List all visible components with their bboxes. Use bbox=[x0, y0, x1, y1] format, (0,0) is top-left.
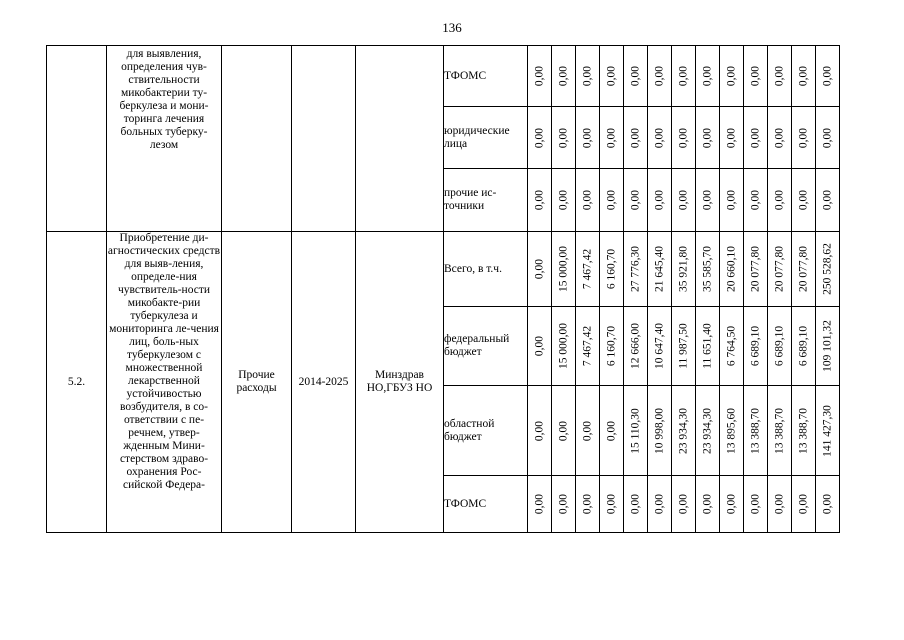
value-text: 0,00 bbox=[677, 127, 689, 148]
value-cell bbox=[768, 107, 792, 169]
value-cell bbox=[648, 476, 672, 533]
value-text: 141 427,30 bbox=[821, 404, 833, 457]
value-cell bbox=[744, 476, 768, 533]
value-cell bbox=[552, 107, 576, 169]
item-name-cell: для выявления, определения чув-ствительности микобактерии ту-беркулеза и мони-торинга лечения больных туберку-лезом bbox=[107, 46, 222, 232]
value-cell bbox=[600, 169, 624, 232]
value-cell bbox=[792, 232, 816, 307]
value-text: 23 934,30 bbox=[677, 407, 689, 454]
value-cell bbox=[552, 169, 576, 232]
value-text: 13 895,60 bbox=[725, 407, 737, 454]
value-cell bbox=[696, 232, 720, 307]
value-text: 0,00 bbox=[701, 65, 713, 87]
value-cell bbox=[744, 107, 768, 169]
value-cell bbox=[624, 476, 648, 533]
value-cell bbox=[696, 386, 720, 476]
value-text: 0,00 bbox=[725, 493, 737, 515]
funding-source-cell: ТФОМС bbox=[444, 476, 528, 533]
value-cell bbox=[576, 386, 600, 476]
value-text: 0,00 bbox=[821, 493, 833, 515]
item-name-cell: Приобретение ди-агностических средств для выяв-ления, определе-ния чувствитель-ности микобакте-рии туберкулеза и мониторинга ле-чения лиц, боль-ных туберкулезом с множественной лекарственной устойчивостью возбудителя, в со-ответствии с пе-речнем, утвер-жденным Мини-стерством здраво-охранения Рос-сийской Федера- bbox=[107, 232, 222, 533]
value-cell bbox=[696, 46, 720, 107]
value-cell bbox=[672, 46, 696, 107]
value-text: 0,00 bbox=[605, 127, 617, 148]
value-cell bbox=[696, 169, 720, 232]
value-cell bbox=[816, 169, 840, 232]
value-cell bbox=[528, 107, 552, 169]
value-cell bbox=[576, 107, 600, 169]
value-cell bbox=[600, 307, 624, 386]
value-cell bbox=[528, 232, 552, 307]
expense-type-cell: Прочие расходы bbox=[222, 232, 292, 533]
value-text: 0,00 bbox=[557, 127, 569, 148]
value-text: 0,00 bbox=[773, 65, 785, 87]
value-cell bbox=[792, 169, 816, 232]
value-cell bbox=[720, 46, 744, 107]
value-cell bbox=[672, 386, 696, 476]
funding-source-cell: ТФОМС bbox=[444, 46, 528, 107]
value-cell bbox=[528, 307, 552, 386]
value-cell bbox=[696, 476, 720, 533]
value-text: 0,00 bbox=[629, 127, 641, 148]
value-text: 0,00 bbox=[605, 189, 617, 211]
value-text: 0,00 bbox=[629, 493, 641, 515]
value-cell bbox=[624, 107, 648, 169]
value-cell bbox=[720, 232, 744, 307]
value-cell bbox=[816, 476, 840, 533]
value-cell bbox=[576, 46, 600, 107]
value-text: 0,00 bbox=[749, 493, 761, 515]
value-cell bbox=[648, 232, 672, 307]
value-cell bbox=[720, 386, 744, 476]
value-text: 0,00 bbox=[749, 65, 761, 87]
budget-table bbox=[46, 45, 840, 533]
value-cell bbox=[792, 386, 816, 476]
value-text: 35 921,80 bbox=[677, 246, 689, 292]
value-text: 0,00 bbox=[581, 189, 593, 211]
value-cell bbox=[720, 107, 744, 169]
value-cell bbox=[600, 46, 624, 107]
value-text: 0,00 bbox=[677, 189, 689, 211]
value-text: 6 689,10 bbox=[797, 325, 809, 367]
value-cell bbox=[672, 307, 696, 386]
page-number: 136 bbox=[442, 20, 462, 35]
value-text: 0,00 bbox=[605, 65, 617, 87]
value-text: 0,00 bbox=[557, 493, 569, 515]
value-text: 13 388,70 bbox=[749, 407, 761, 454]
value-text: 0,00 bbox=[677, 493, 689, 515]
value-cell bbox=[624, 232, 648, 307]
value-cell bbox=[816, 386, 840, 476]
value-text: 0,00 bbox=[533, 65, 545, 87]
value-text: 13 388,70 bbox=[797, 407, 809, 454]
value-text: 0,00 bbox=[773, 127, 785, 148]
value-text: 0,00 bbox=[725, 127, 737, 148]
value-text: 6 689,10 bbox=[749, 325, 761, 367]
value-cell bbox=[768, 307, 792, 386]
funding-source-cell: Всего, в т.ч. bbox=[444, 232, 528, 307]
value-cell bbox=[576, 307, 600, 386]
value-text: 20 077,80 bbox=[749, 246, 761, 292]
value-text: 0,00 bbox=[725, 189, 737, 211]
value-text: 0,00 bbox=[581, 420, 593, 441]
value-text: 0,00 bbox=[749, 189, 761, 211]
value-cell bbox=[768, 386, 792, 476]
value-text: 0,00 bbox=[533, 127, 545, 148]
value-cell bbox=[648, 46, 672, 107]
value-text: 0,00 bbox=[533, 258, 545, 280]
item-number-cell: 5.2. bbox=[47, 232, 107, 533]
value-cell bbox=[744, 46, 768, 107]
responsible-cell bbox=[356, 46, 444, 232]
value-text: 10 647,40 bbox=[653, 323, 665, 369]
value-cell bbox=[648, 307, 672, 386]
value-text: 15 000,00 bbox=[557, 323, 569, 369]
value-text: 0,00 bbox=[533, 493, 545, 515]
value-cell bbox=[816, 46, 840, 107]
value-cell bbox=[624, 169, 648, 232]
value-text: 11 651,40 bbox=[701, 323, 713, 369]
table-row bbox=[47, 232, 840, 307]
value-cell bbox=[720, 476, 744, 533]
funding-source-cell: федеральный бюджет bbox=[444, 307, 528, 386]
value-cell bbox=[672, 107, 696, 169]
value-text: 6 160,70 bbox=[605, 325, 617, 367]
value-cell bbox=[600, 232, 624, 307]
value-cell bbox=[696, 107, 720, 169]
value-cell bbox=[648, 107, 672, 169]
value-cell bbox=[624, 307, 648, 386]
value-text: 0,00 bbox=[797, 493, 809, 515]
value-text: 11 987,50 bbox=[677, 323, 689, 369]
value-text: 0,00 bbox=[773, 493, 785, 515]
value-cell bbox=[600, 386, 624, 476]
value-text: 0,00 bbox=[797, 65, 809, 87]
value-text: 23 934,30 bbox=[701, 407, 713, 454]
expense-type-cell bbox=[222, 46, 292, 232]
value-cell bbox=[552, 232, 576, 307]
value-cell bbox=[720, 307, 744, 386]
value-text: 0,00 bbox=[581, 65, 593, 87]
value-text: 0,00 bbox=[533, 189, 545, 211]
value-cell bbox=[672, 476, 696, 533]
value-text: 0,00 bbox=[797, 127, 809, 148]
value-cell bbox=[768, 169, 792, 232]
value-cell bbox=[528, 169, 552, 232]
value-text: 20 077,80 bbox=[797, 246, 809, 292]
value-text: 0,00 bbox=[533, 420, 545, 441]
value-text: 27 776,30 bbox=[629, 246, 641, 292]
value-cell bbox=[696, 307, 720, 386]
value-text: 0,00 bbox=[773, 189, 785, 211]
value-text: 250 528,62 bbox=[821, 243, 833, 295]
value-text: 0,00 bbox=[557, 420, 569, 441]
value-cell bbox=[528, 46, 552, 107]
value-text: 10 998,00 bbox=[653, 407, 665, 454]
value-cell bbox=[744, 386, 768, 476]
value-text: 0,00 bbox=[797, 189, 809, 211]
value-cell bbox=[672, 169, 696, 232]
value-cell bbox=[576, 169, 600, 232]
value-cell bbox=[744, 169, 768, 232]
value-text: 0,00 bbox=[749, 127, 761, 148]
value-text: 0,00 bbox=[533, 335, 545, 357]
value-text: 0,00 bbox=[653, 127, 665, 148]
value-text: 0,00 bbox=[821, 65, 833, 87]
value-cell bbox=[528, 386, 552, 476]
value-text: 0,00 bbox=[653, 65, 665, 87]
period-cell: 2014-2025 bbox=[292, 232, 356, 533]
funding-source-cell: юридические лица bbox=[444, 107, 528, 169]
value-cell bbox=[624, 386, 648, 476]
value-text: 0,00 bbox=[581, 127, 593, 148]
value-cell bbox=[552, 476, 576, 533]
value-cell bbox=[792, 476, 816, 533]
value-cell bbox=[576, 476, 600, 533]
funding-source-cell: областной бюджет bbox=[444, 386, 528, 476]
value-text: 15 110,30 bbox=[629, 407, 641, 454]
value-cell bbox=[600, 476, 624, 533]
value-text: 0,00 bbox=[605, 420, 617, 441]
value-cell bbox=[720, 169, 744, 232]
value-text: 0,00 bbox=[821, 189, 833, 211]
responsible-cell: Минздрав НО,ГБУЗ НО bbox=[356, 232, 444, 533]
value-text: 13 388,70 bbox=[773, 407, 785, 454]
value-text: 0,00 bbox=[725, 65, 737, 87]
value-text: 7 467,42 bbox=[581, 325, 593, 367]
value-cell bbox=[792, 307, 816, 386]
value-cell bbox=[792, 46, 816, 107]
value-cell bbox=[552, 46, 576, 107]
value-cell bbox=[768, 46, 792, 107]
value-text: 109 101,32 bbox=[821, 320, 833, 372]
value-text: 21 645,40 bbox=[653, 246, 665, 292]
value-text: 0,00 bbox=[557, 65, 569, 87]
value-text: 0,00 bbox=[629, 65, 641, 87]
value-text: 35 585,70 bbox=[701, 246, 713, 292]
value-text: 6 689,10 bbox=[773, 325, 785, 367]
value-text: 0,00 bbox=[629, 189, 641, 211]
value-cell bbox=[744, 232, 768, 307]
value-text: 0,00 bbox=[821, 127, 833, 148]
value-text: 7 467,42 bbox=[581, 248, 593, 290]
value-cell bbox=[648, 169, 672, 232]
value-text: 0,00 bbox=[701, 189, 713, 211]
value-cell bbox=[648, 386, 672, 476]
value-cell bbox=[552, 307, 576, 386]
value-cell bbox=[792, 107, 816, 169]
value-cell bbox=[816, 107, 840, 169]
value-cell bbox=[816, 307, 840, 386]
value-text: 0,00 bbox=[653, 493, 665, 515]
value-text: 0,00 bbox=[605, 493, 617, 515]
value-text: 0,00 bbox=[557, 189, 569, 211]
value-text: 0,00 bbox=[701, 493, 713, 515]
value-text: 20 077,80 bbox=[773, 246, 785, 292]
value-cell bbox=[768, 476, 792, 533]
value-text: 0,00 bbox=[701, 127, 713, 148]
table-row bbox=[47, 46, 840, 107]
value-cell bbox=[624, 46, 648, 107]
value-cell bbox=[600, 107, 624, 169]
value-cell bbox=[576, 232, 600, 307]
value-text: 0,00 bbox=[677, 65, 689, 87]
value-cell bbox=[672, 232, 696, 307]
value-cell bbox=[744, 307, 768, 386]
value-cell bbox=[816, 232, 840, 307]
funding-source-cell: прочие ис-точники bbox=[444, 169, 528, 232]
value-text: 0,00 bbox=[653, 189, 665, 211]
value-text: 6 764,50 bbox=[725, 325, 737, 367]
table-body bbox=[47, 46, 840, 533]
period-cell bbox=[292, 46, 356, 232]
value-cell bbox=[552, 386, 576, 476]
value-text: 20 660,10 bbox=[725, 246, 737, 292]
value-text: 6 160,70 bbox=[605, 248, 617, 290]
value-cell bbox=[768, 232, 792, 307]
value-text: 12 666,00 bbox=[629, 323, 641, 369]
item-number-cell bbox=[47, 46, 107, 232]
value-text: 0,00 bbox=[581, 493, 593, 515]
value-text: 15 000,00 bbox=[557, 246, 569, 292]
value-cell bbox=[528, 476, 552, 533]
